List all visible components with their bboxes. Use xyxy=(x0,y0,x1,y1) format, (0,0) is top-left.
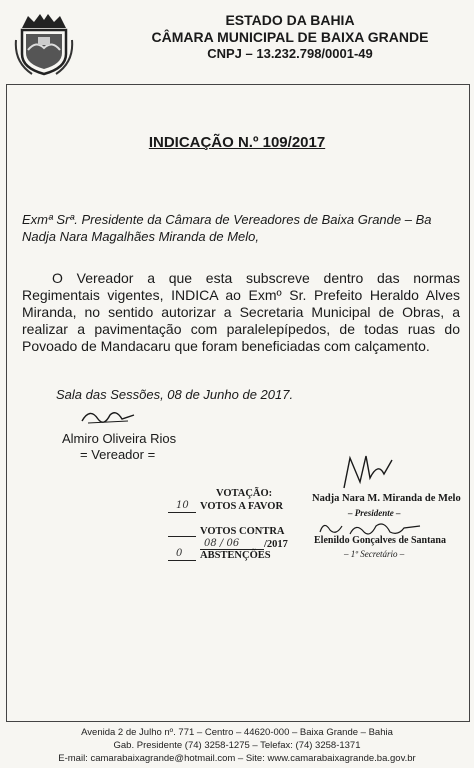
header-state: ESTADO DA BAHIA xyxy=(225,12,355,28)
vote-year: /2017 xyxy=(264,539,288,550)
addressee-line-2: Nadja Nara Magalhães Miranda de Melo, xyxy=(22,229,260,244)
contra-count-line xyxy=(168,536,196,537)
header-cnpj: CNPJ – 13.232.798/0001-49 xyxy=(207,46,373,61)
president-name: Nadja Nara M. Miranda de Melo xyxy=(312,493,461,504)
councilor-signature xyxy=(78,405,138,429)
voting-heading: VOTAÇÃO: xyxy=(216,488,273,499)
abstention-count: 0 xyxy=(176,548,183,559)
secretary-role-text: 1º Secretário xyxy=(350,549,398,559)
footer-contact: E-mail: camarabaixagrande@hotmail.com – Site: www.camarabaixagrande.ba.gov.br xyxy=(58,753,416,764)
vote-date-handwritten: 08 / 06 xyxy=(204,538,240,549)
secretary-role: – 1º Secretário – xyxy=(344,549,405,559)
president-role-text: Presidente xyxy=(354,508,394,518)
footer-address: Avenida 2 de Julho nº. 771 – Centro – 44620-000 – Baixa Grande – Bahia xyxy=(81,727,393,738)
signer-role: = Vereador = xyxy=(80,447,156,462)
favor-label: VOTOS A FAVOR xyxy=(200,501,284,512)
contra-label: VOTOS CONTRA xyxy=(200,526,285,537)
favor-count-line xyxy=(168,512,196,513)
addressee-line-1: Exmª Srª. Presidente da Câmara de Vereadores de Baixa Grande – Ba xyxy=(22,212,432,227)
secretary-name: Elenildo Gonçalves de Santana xyxy=(314,535,446,546)
municipal-coat-of-arms-icon xyxy=(14,10,74,78)
signer-name: Almiro Oliveira Rios xyxy=(62,431,177,446)
session-date: Sala das Sessões, 08 de Junho de 2017. xyxy=(56,387,294,402)
header-chamber: CÂMARA MUNICIPAL DE BAIXA GRANDE xyxy=(151,29,429,45)
favor-count: 10 xyxy=(176,500,189,511)
content-frame xyxy=(6,84,470,722)
abstention-count-line xyxy=(168,560,196,561)
president-signature xyxy=(338,452,398,492)
document-title: INDICAÇÃO N.º 109/2017 xyxy=(148,134,326,151)
president-role: – Presidente – xyxy=(348,508,401,518)
abstention-label: ABSTENÇÕES xyxy=(200,550,271,561)
footer-phones: Gab. Presidente (74) 3258-1275 – Telefax: (74) 3258-1371 xyxy=(113,740,361,751)
indication-body: O Vereador a que esta subscreve dentro das normas Regimentais vigentes, INDICA ao Exmº Sr. Prefeito Heraldo Alves Miranda, no sentido autorizar a Secretaria Municipal de Obras, a realizar a pavimentação com paralelepípedos, de todas ruas do Povoado de Mandacaru que foram beneficiadas com calçamento. xyxy=(22,270,460,354)
